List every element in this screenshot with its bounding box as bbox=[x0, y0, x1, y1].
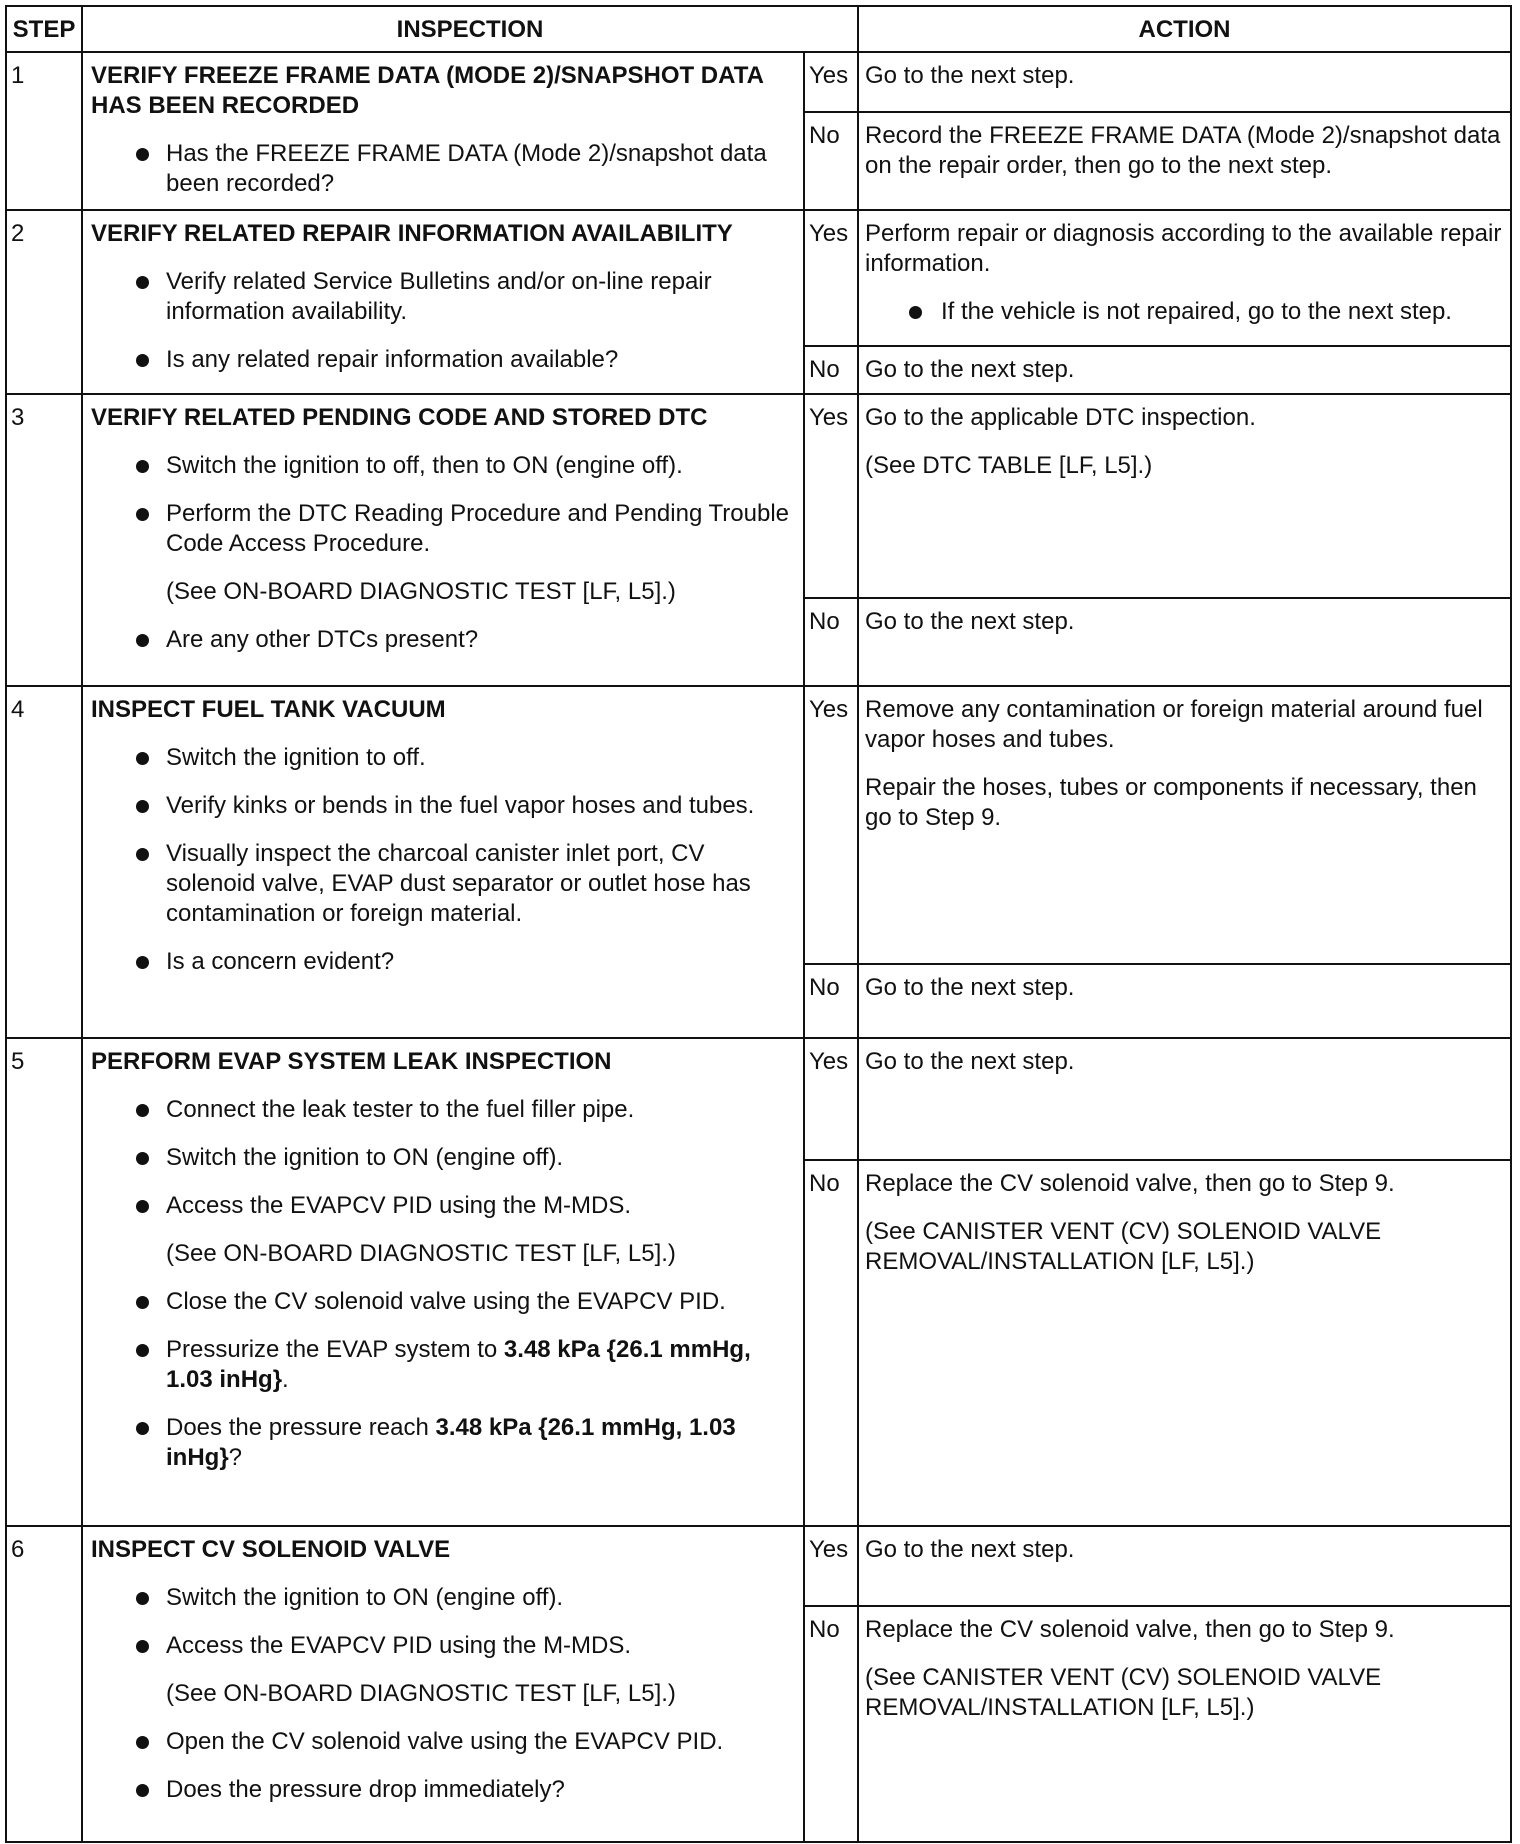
table-row bbox=[6, 686, 1511, 964]
inspection-bullet bbox=[91, 1335, 795, 1395]
inspection-bullet: Switch the ignition to ON (engine off). bbox=[91, 1583, 795, 1613]
step-title: PERFORM EVAP SYSTEM LEAK INSPECTION bbox=[91, 1048, 612, 1075]
reference-note: (See CANISTER VENT (CV) SOLENOID VALVE REMOVAL/INSTALLATION [LF, L5].) bbox=[865, 1218, 1382, 1275]
table-row bbox=[6, 1038, 1511, 1160]
step-title: INSPECT CV SOLENOID VALVE bbox=[91, 1536, 451, 1563]
no-label: No bbox=[804, 1160, 858, 1526]
inspection-cell bbox=[82, 394, 804, 686]
inspection-bullet: Close the CV solenoid valve using the EVAPCV PID. bbox=[91, 1287, 795, 1317]
no-label: No bbox=[804, 1606, 858, 1842]
bullet-text: Pressurize the EVAP system to bbox=[166, 1336, 504, 1363]
inspection-cell bbox=[82, 1526, 804, 1842]
step-number: 1 bbox=[6, 52, 82, 210]
step-number: 3 bbox=[6, 394, 82, 686]
no-label: No bbox=[804, 346, 858, 394]
action-text: Record the FREEZE FRAME DATA (Mode 2)/snapshot data on the repair order, then go to the next step. bbox=[865, 122, 1501, 179]
no-label: No bbox=[804, 964, 858, 1038]
action-text: Go to the next step. bbox=[865, 356, 1075, 383]
action-text: Repair the hoses, tubes or components if necessary, then go to Step 9. bbox=[865, 774, 1477, 831]
inspection-bullet: Is a concern evident? bbox=[91, 947, 795, 977]
step-number: 4 bbox=[6, 686, 82, 1038]
step-title: VERIFY FREEZE FRAME DATA (MODE 2)/SNAPSHOT DATA HAS BEEN RECORDED bbox=[91, 62, 764, 119]
action-text: Remove any contamination or foreign material around fuel vapor hoses and tubes. bbox=[865, 696, 1483, 753]
action-text: Go to the next step. bbox=[865, 62, 1075, 89]
inspection-bullet: Connect the leak tester to the fuel filler pipe. bbox=[91, 1095, 795, 1125]
inspection-cell bbox=[82, 210, 804, 394]
action-text: Go to the next step. bbox=[865, 608, 1075, 635]
inspection-cell bbox=[82, 1038, 804, 1526]
inspection-bullet: Does the pressure drop immediately? bbox=[91, 1775, 795, 1805]
step-title: VERIFY RELATED PENDING CODE AND STORED DTC bbox=[91, 404, 708, 431]
step-column-header: STEP bbox=[6, 6, 82, 52]
yes-label: Yes bbox=[804, 686, 858, 964]
table-row bbox=[6, 1526, 1511, 1606]
inspection-cell bbox=[82, 686, 804, 1038]
no-action-cell bbox=[858, 1606, 1511, 1842]
bullet-text: . bbox=[282, 1366, 289, 1393]
yes-label: Yes bbox=[804, 1038, 858, 1160]
step-number: 5 bbox=[6, 1038, 82, 1526]
yes-action-cell bbox=[858, 1526, 1511, 1606]
table-row bbox=[6, 394, 1511, 598]
inspection-bullet: Verify kinks or bends in the fuel vapor hoses and tubes. bbox=[91, 791, 795, 821]
step-number: 2 bbox=[6, 210, 82, 394]
no-label: No bbox=[804, 598, 858, 686]
inspection-bullet: Switch the ignition to off, then to ON (engine off). bbox=[91, 451, 795, 481]
no-action-cell bbox=[858, 346, 1511, 394]
diagnostic-procedure-document bbox=[5, 5, 1510, 1843]
table-row bbox=[6, 52, 1511, 112]
inspection-bullet: Switch the ignition to off. bbox=[91, 743, 795, 773]
reference-note: (See ON-BOARD DIAGNOSTIC TEST [LF, L5].) bbox=[166, 578, 676, 605]
yes-action-cell bbox=[858, 686, 1511, 964]
yes-label: Yes bbox=[804, 394, 858, 598]
inspection-column-header: INSPECTION bbox=[82, 6, 858, 52]
yes-action-cell bbox=[858, 1038, 1511, 1160]
yes-label: Yes bbox=[804, 52, 858, 112]
inspection-cell bbox=[82, 52, 804, 210]
no-label: No bbox=[804, 112, 858, 210]
no-action-cell bbox=[858, 112, 1511, 210]
table-header-row bbox=[6, 6, 1511, 52]
action-bullet: If the vehicle is not repaired, go to the next step. bbox=[865, 297, 1502, 327]
step-number: 6 bbox=[6, 1526, 82, 1842]
action-text: Go to the next step. bbox=[865, 1536, 1075, 1563]
step-title: INSPECT FUEL TANK VACUUM bbox=[91, 696, 446, 723]
no-action-cell bbox=[858, 1160, 1511, 1526]
inspection-bullet: Is any related repair information available? bbox=[91, 345, 795, 375]
yes-label: Yes bbox=[804, 1526, 858, 1606]
action-text: Perform repair or diagnosis according to the available repair information. bbox=[865, 220, 1502, 277]
inspection-table bbox=[5, 5, 1512, 1843]
yes-label: Yes bbox=[804, 210, 858, 346]
inspection-bullet: Visually inspect the charcoal canister inlet port, CV solenoid valve, EVAP dust separator or outlet hose has contamination or foreign material. bbox=[91, 839, 795, 929]
inspection-bullet bbox=[91, 1413, 795, 1473]
no-action-cell bbox=[858, 964, 1511, 1038]
yes-action-cell bbox=[858, 210, 1511, 346]
pressure-spec: 3.48 kPa {26.1 mmHg, 1.03 inHg} bbox=[166, 1336, 751, 1393]
inspection-bullet: Perform the DTC Reading Procedure and Pending Trouble Code Access Procedure. bbox=[91, 499, 795, 559]
action-column-header: ACTION bbox=[858, 6, 1511, 52]
inspection-bullet: Are any other DTCs present? bbox=[91, 625, 795, 655]
inspection-bullet: Open the CV solenoid valve using the EVAPCV PID. bbox=[91, 1727, 795, 1757]
action-text: Go to the next step. bbox=[865, 1048, 1075, 1075]
table-row bbox=[6, 210, 1511, 346]
inspection-bullet: Verify related Service Bulletins and/or on-line repair information availability. bbox=[91, 267, 795, 327]
action-text: Replace the CV solenoid valve, then go to Step 9. bbox=[865, 1170, 1395, 1197]
inspection-bullet: Access the EVAPCV PID using the M-MDS. bbox=[91, 1631, 795, 1661]
reference-note: (See ON-BOARD DIAGNOSTIC TEST [LF, L5].) bbox=[166, 1680, 676, 1707]
reference-note: (See CANISTER VENT (CV) SOLENOID VALVE REMOVAL/INSTALLATION [LF, L5].) bbox=[865, 1664, 1382, 1721]
no-action-cell bbox=[858, 598, 1511, 686]
pressure-spec: 3.48 kPa {26.1 mmHg, 1.03 inHg} bbox=[166, 1414, 736, 1471]
yes-action-cell bbox=[858, 52, 1511, 112]
inspection-bullet: Switch the ignition to ON (engine off). bbox=[91, 1143, 795, 1173]
action-text: Go to the next step. bbox=[865, 974, 1075, 1001]
reference-note: (See DTC TABLE [LF, L5].) bbox=[865, 452, 1153, 479]
bullet-text: Does the pressure reach bbox=[166, 1414, 436, 1441]
action-text: Go to the applicable DTC inspection. bbox=[865, 404, 1256, 431]
yes-action-cell bbox=[858, 394, 1511, 598]
bullet-text: ? bbox=[228, 1444, 243, 1471]
action-text: Replace the CV solenoid valve, then go to Step 9. bbox=[865, 1616, 1395, 1643]
inspection-bullet: Has the FREEZE FRAME DATA (Mode 2)/snapshot data been recorded? bbox=[91, 139, 795, 199]
reference-note: (See ON-BOARD DIAGNOSTIC TEST [LF, L5].) bbox=[166, 1240, 676, 1267]
step-title: VERIFY RELATED REPAIR INFORMATION AVAILABILITY bbox=[91, 220, 733, 247]
inspection-bullet: Access the EVAPCV PID using the M-MDS. bbox=[91, 1191, 795, 1221]
